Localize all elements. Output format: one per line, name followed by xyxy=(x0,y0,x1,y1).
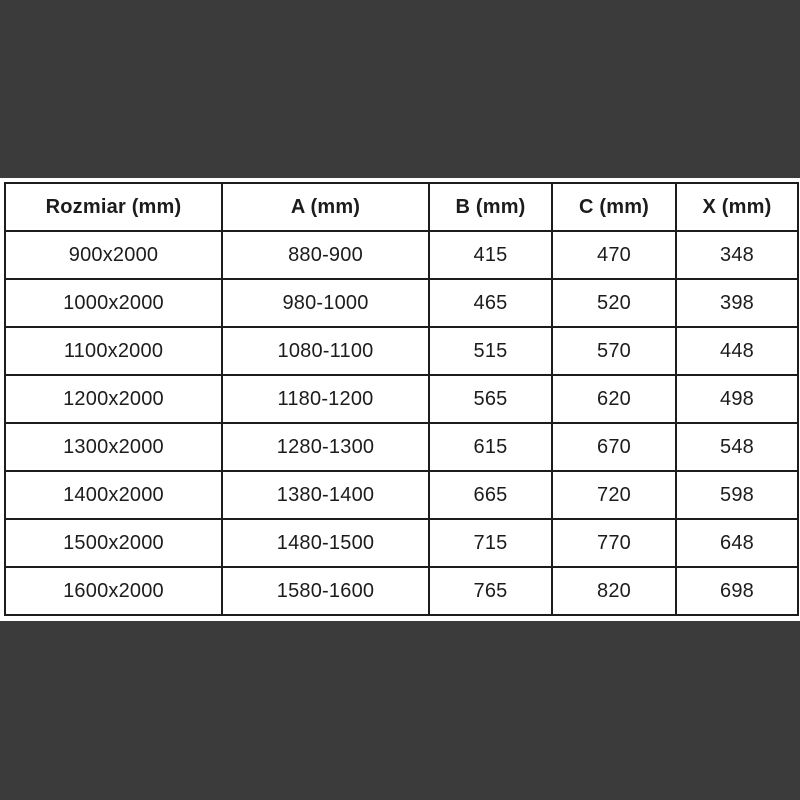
table-row xyxy=(5,375,798,423)
table-cell-x: 648 xyxy=(676,519,798,567)
table-cell-b: 415 xyxy=(429,231,552,279)
table-cell-rozmiar: 1100x2000 xyxy=(5,327,222,375)
table-cell-b: 565 xyxy=(429,375,552,423)
table-cell-x: 698 xyxy=(676,567,798,615)
table-cell-a: 880-900 xyxy=(222,231,429,279)
table-cell-c: 820 xyxy=(552,567,676,615)
table-cell-rozmiar: 1400x2000 xyxy=(5,471,222,519)
table-cell-c: 520 xyxy=(552,279,676,327)
table-cell-rozmiar: 1000x2000 xyxy=(5,279,222,327)
table-cell-x: 398 xyxy=(676,279,798,327)
table-row xyxy=(5,519,798,567)
column-header-a: A (mm) xyxy=(222,183,429,231)
table-row xyxy=(5,231,798,279)
table-cell-x: 498 xyxy=(676,375,798,423)
table-cell-b: 615 xyxy=(429,423,552,471)
table-cell-rozmiar: 900x2000 xyxy=(5,231,222,279)
table-cell-c: 720 xyxy=(552,471,676,519)
column-header-b: B (mm) xyxy=(429,183,552,231)
table-panel xyxy=(0,178,800,621)
table-cell-a: 980-1000 xyxy=(222,279,429,327)
table-cell-rozmiar: 1300x2000 xyxy=(5,423,222,471)
table-cell-x: 598 xyxy=(676,471,798,519)
table-cell-rozmiar: 1200x2000 xyxy=(5,375,222,423)
table-row xyxy=(5,567,798,615)
table-cell-b: 665 xyxy=(429,471,552,519)
table-cell-rozmiar: 1500x2000 xyxy=(5,519,222,567)
table-cell-b: 715 xyxy=(429,519,552,567)
table-cell-c: 570 xyxy=(552,327,676,375)
table-row xyxy=(5,471,798,519)
table-cell-c: 770 xyxy=(552,519,676,567)
table-cell-x: 348 xyxy=(676,231,798,279)
table-row xyxy=(5,327,798,375)
table-cell-a: 1180-1200 xyxy=(222,375,429,423)
table-cell-c: 470 xyxy=(552,231,676,279)
table-cell-rozmiar: 1600x2000 xyxy=(5,567,222,615)
table-cell-a: 1580-1600 xyxy=(222,567,429,615)
table-cell-c: 670 xyxy=(552,423,676,471)
table-cell-b: 465 xyxy=(429,279,552,327)
table-cell-x: 548 xyxy=(676,423,798,471)
column-header-c: C (mm) xyxy=(552,183,676,231)
table-cell-a: 1280-1300 xyxy=(222,423,429,471)
table-row xyxy=(5,279,798,327)
column-header-rozmiar: Rozmiar (mm) xyxy=(5,183,222,231)
table-cell-a: 1080-1100 xyxy=(222,327,429,375)
table-cell-x: 448 xyxy=(676,327,798,375)
table-cell-b: 515 xyxy=(429,327,552,375)
size-spec-table xyxy=(4,182,799,616)
table-cell-a: 1480-1500 xyxy=(222,519,429,567)
table-header-row xyxy=(5,183,798,231)
table-cell-c: 620 xyxy=(552,375,676,423)
table-cell-a: 1380-1400 xyxy=(222,471,429,519)
table-cell-b: 765 xyxy=(429,567,552,615)
table-row xyxy=(5,423,798,471)
column-header-x: X (mm) xyxy=(676,183,798,231)
